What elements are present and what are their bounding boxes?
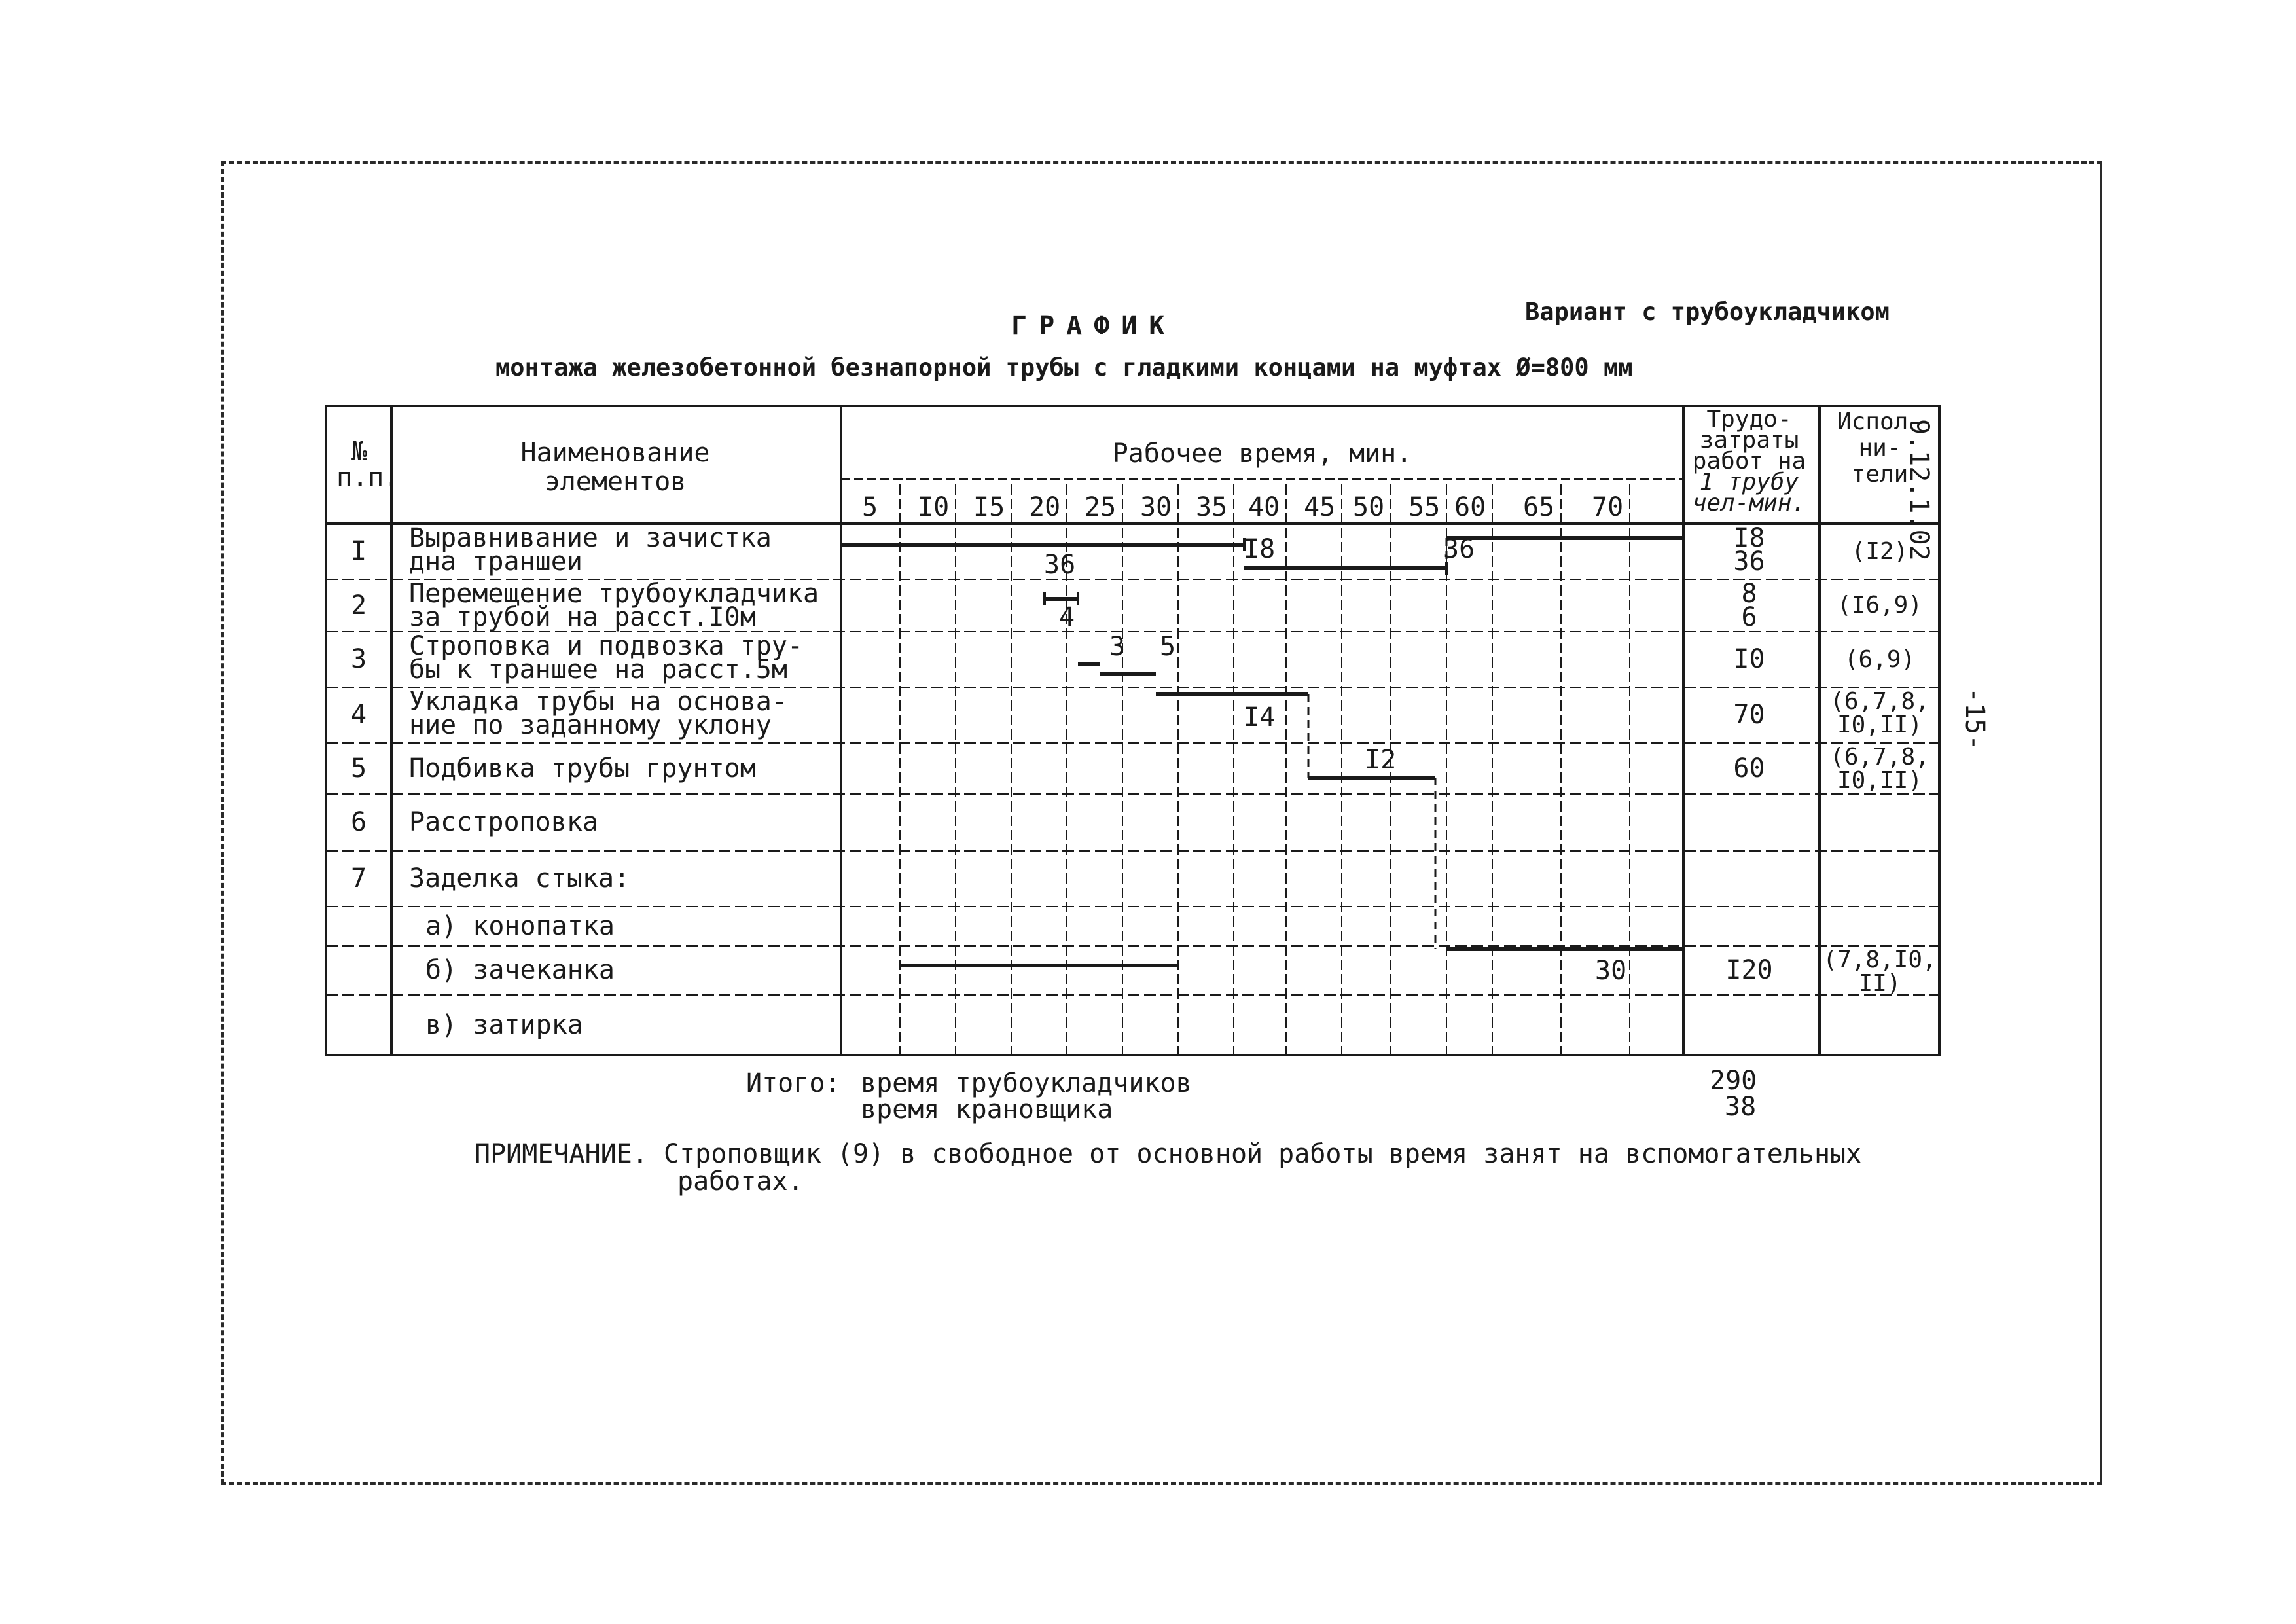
gantt-label: I8 [1244,534,1276,564]
page-number: -15- [1960,687,1990,751]
row-executors-line: I0,II) [1837,767,1923,794]
row-name [409,854,841,904]
row-executors-line: (I2) [1851,538,1909,565]
time-tick-label: 25 [1085,492,1117,522]
row-executors [1821,690,1939,737]
row-name-line: за трубой на расст.I0м [409,602,756,632]
header-labor-line-5: чел-мин. [1692,490,1806,516]
row-name [409,523,841,577]
note-line-1: ПРИМЕЧАНИЕ. Строповщик (9) в свободное от основной работы время занят на вспомогательных [475,1139,1862,1169]
pipelayer-time-label: время трубоукладчиков [861,1068,1192,1098]
row-name [425,998,857,1053]
row-name [409,797,841,848]
document-subtitle: монтажа железобетонной безнапорной трубы с гладкими концами на муфтах Ø=800 мм [495,353,1633,382]
row-number: 7 [350,863,367,893]
row-executors [1821,582,1939,629]
time-tick-label: 45 [1304,492,1336,522]
row-executors [1821,526,1939,577]
header-labor [1685,406,1813,516]
row-name-line: Заделка стыка: [409,863,630,893]
gantt-label: 4 [1059,602,1075,632]
row-name [425,948,857,992]
time-tick-label: 35 [1196,492,1228,522]
row-labor-line: 70 [1733,700,1765,730]
totals-label: Итого: [746,1068,841,1098]
header-labor-line-2: затраты [1699,427,1799,454]
row-labor [1685,634,1813,685]
row-name [409,579,841,632]
crane-time-label: время крановщика [861,1094,1113,1125]
row-number: 2 [350,590,367,621]
time-tick-label: 5 [862,492,878,522]
row-number: 5 [350,753,367,784]
row-executors-line: (6,9) [1844,646,1916,673]
row-name-line: Строповка и подвозка тру- [409,631,804,661]
row-name-line: бы к траншее на расст.5м [409,655,787,685]
side-code: 9.12.1.02 [1904,419,1934,561]
gantt-label: I2 [1365,745,1397,775]
header-labor-line-3: работ на [1692,448,1806,475]
row-labor-line: 36 [1733,547,1765,577]
row-executors-line: II) [1858,970,1901,997]
row-number: 4 [350,700,367,730]
row-labor-line: 6 [1741,602,1757,632]
row-labor-line: I20 [1725,955,1773,985]
time-tick-label: I5 [973,492,1005,522]
time-tick-label: 30 [1140,492,1172,522]
pipelayer-time-value: 290 [1710,1066,1757,1096]
row-executors [1821,634,1939,685]
time-tick-label: 60 [1454,492,1486,522]
document-title: ГРАФИК [1011,311,1177,341]
row-labor [1685,948,1813,992]
row-labor [1685,579,1813,632]
time-tick-label: 55 [1408,492,1441,522]
row-name-line: ние по заданному уклону [409,710,772,740]
row-labor-line: I0 [1733,644,1765,674]
time-tick-label: I0 [918,492,950,522]
crane-time-value: 38 [1725,1092,1757,1122]
row-name-line: в) затирка [425,1010,583,1040]
note-line-2: работах. [677,1166,804,1197]
header-number [329,437,400,493]
gantt-label: 3 [1109,632,1126,662]
row-executors-line: (6,7,8, [1830,688,1929,715]
header-name: Наименование элементов [520,438,710,497]
row-number: I [350,536,367,566]
row-name [409,687,841,740]
header-executors-line-1: Испол- [1837,408,1923,435]
row-name-line: Перемещение трубоукладчика [409,579,819,609]
row-name-line: Укладка трубы на основа- [409,687,787,717]
variant-label: Вариант с трубоукладчиком [1525,298,1890,326]
row-name-line: б) зачеканка [425,955,615,985]
row-number: 6 [350,807,367,837]
row-name-line: Расстроповка [409,807,598,837]
row-name [409,746,841,791]
time-tick-label: 50 [1353,492,1385,522]
time-tick-label: 65 [1523,492,1555,522]
row-executors [1821,746,1939,793]
row-labor [1685,746,1813,791]
header-executors [1821,409,1939,488]
gantt-label: 36 [1044,550,1076,580]
row-name-line: а) конопатка [425,911,615,941]
time-tick-label: 40 [1248,492,1280,522]
row-name [409,631,841,685]
header-executors-line-2: ни- [1858,435,1901,461]
row-name-line: Подбивка трубы грунтом [409,753,756,784]
row-number: 3 [350,644,367,674]
row-executors-line: (I6,9) [1837,592,1923,619]
row-name [425,909,857,943]
header-working-time: Рабочее время, мин. [1112,439,1412,469]
gantt-label: 5 [1160,632,1176,662]
header-number-label: № п.п. [336,437,400,493]
row-name-line: Выравнивание и зачистка [409,523,772,553]
row-labor [1685,523,1813,577]
gantt-label: 30 [1595,956,1627,986]
row-executors [1821,948,1939,996]
header-labor-line-1: Трудо- [1706,406,1792,433]
time-tick-label: 20 [1029,492,1061,522]
header-labor-line-4: 1 трубу [1699,469,1799,496]
row-labor [1685,690,1813,740]
time-tick-label: 70 [1592,492,1624,522]
row-name-line: дна траншеи [409,547,583,577]
row-labor-line: I8 [1733,523,1765,553]
header-executors-line-3: тели [1851,461,1909,488]
row-labor-line: 60 [1733,753,1765,784]
row-labor-line: 8 [1741,579,1757,609]
row-executors-line: (7,8,I0, [1823,947,1937,973]
row-executors-line: I0,II) [1837,712,1923,738]
gantt-label: 36 [1443,534,1475,564]
row-executors-line: (6,7,8, [1830,744,1929,770]
gantt-label: I4 [1244,702,1276,732]
